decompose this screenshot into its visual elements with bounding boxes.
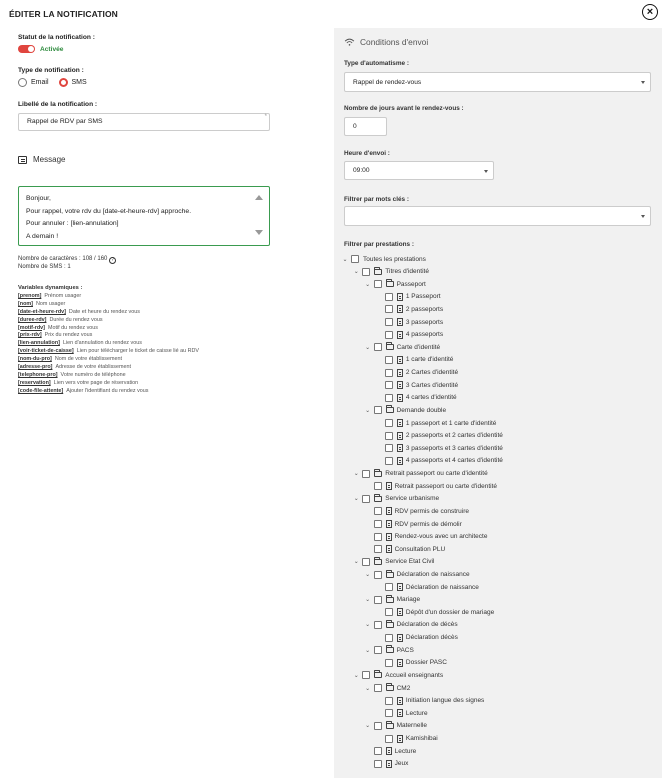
document-icon [397, 697, 403, 705]
tree-checkbox[interactable] [385, 735, 393, 743]
document-icon [386, 747, 392, 755]
tree-checkbox[interactable] [362, 268, 370, 276]
tree-label: CM2 [396, 684, 411, 692]
tree-item [375, 582, 479, 592]
document-icon [397, 709, 403, 717]
tree-checkbox[interactable] [385, 305, 393, 313]
type-label: Type de notification : [18, 67, 84, 74]
heure-select[interactable] [344, 161, 494, 180]
message-line: Pour annuler : [lien-annulation] [26, 220, 119, 228]
tree-label: Déclaration décès [405, 634, 458, 642]
variable-code[interactable]: [nom] [18, 300, 33, 307]
message-heading [18, 155, 270, 164]
document-icon [397, 293, 403, 301]
tree-label: Kamishibai [405, 735, 438, 743]
tree-checkbox[interactable] [351, 255, 359, 263]
document-icon [397, 608, 403, 616]
automatisme-value: Rappel de rendez-vous [353, 78, 422, 86]
message-line: A demain ! [26, 232, 59, 240]
message-line: Bonjour, [26, 195, 51, 202]
chevron-down-icon[interactable]: ⌄ [365, 407, 371, 414]
variable-code[interactable]: [lien-annulation] [18, 340, 60, 347]
tree-item [375, 317, 443, 327]
variables-list [18, 285, 199, 396]
variable-item [18, 388, 199, 396]
variable-item [18, 317, 199, 325]
chevron-down-icon[interactable]: ⌄ [353, 672, 359, 679]
folder-icon [374, 471, 382, 477]
tree-checkbox[interactable] [385, 659, 393, 667]
tree-checkbox[interactable] [374, 343, 382, 351]
tree-item [375, 658, 447, 668]
tree-group [364, 279, 426, 289]
tree-item [364, 519, 462, 529]
variable-desc: Lien pour télécharger le ticket de caisse lié au RDV [76, 348, 199, 355]
status-value: Activée [40, 45, 64, 53]
heure-label: Heure d'envoi : [344, 150, 390, 157]
libelle-input[interactable] [18, 113, 270, 131]
tree-label: Accueil enseignants [385, 671, 444, 679]
tree-checkbox[interactable] [385, 634, 393, 642]
chevron-down-icon[interactable]: ⌄ [365, 647, 371, 654]
tree-label: Retrait passeport ou carte d'identité [385, 470, 488, 478]
tree-checkbox[interactable] [385, 709, 393, 717]
document-icon [397, 583, 403, 591]
tree-checkbox[interactable] [374, 533, 382, 541]
tree-checkbox[interactable] [385, 394, 393, 402]
message-heading-label: Message [33, 155, 66, 164]
tree-checkbox[interactable] [362, 470, 370, 478]
status-label: Statut de la notification : [18, 34, 95, 41]
tree-label: Mariage [396, 596, 421, 604]
document-icon [386, 507, 392, 515]
tree-item [375, 443, 503, 453]
chevron-down-icon [484, 170, 488, 173]
tree-group [364, 342, 441, 352]
prestations-label: Filtrer par prestations : [344, 241, 414, 248]
tree-item [364, 544, 446, 554]
variable-code[interactable]: [duree-rdv] [18, 316, 47, 323]
tree-label: Jeux [394, 760, 409, 768]
tree-group [364, 595, 420, 605]
tree-checkbox[interactable] [374, 280, 382, 288]
variable-code[interactable]: [voir-ticket-de-caisse] [18, 348, 74, 355]
chevron-down-icon[interactable]: ⌄ [365, 572, 371, 578]
tree-item [364, 532, 488, 542]
folder-icon [374, 672, 382, 678]
radio-email[interactable] [18, 78, 27, 87]
tree-checkbox[interactable] [385, 697, 393, 705]
tree-checkbox[interactable] [385, 419, 393, 427]
document-icon [397, 318, 403, 326]
tree-label: Consultation PLU [394, 545, 446, 553]
tree-checkbox[interactable] [385, 331, 393, 339]
radio-sms-label: SMS [71, 79, 87, 86]
tree-item [375, 292, 441, 302]
chevron-down-icon[interactable]: ⌄ [353, 559, 359, 566]
tree-label: 4 passeports et 4 cartes d'identité [405, 457, 503, 465]
tree-checkbox[interactable] [385, 293, 393, 301]
heure-value: 09:00 [353, 167, 370, 174]
dialog-title: ÉDITER LA NOTIFICATION [9, 9, 118, 19]
tree-checkbox[interactable] [374, 646, 382, 654]
folder-icon [386, 572, 394, 578]
tree-item [364, 506, 469, 516]
chevron-down-icon[interactable]: ⌄ [365, 723, 371, 730]
document-icon [397, 735, 403, 743]
variable-desc: Votre numéro de téléphone [60, 371, 126, 378]
message-textarea[interactable] [18, 186, 270, 246]
document-icon [386, 482, 392, 490]
tree-checkbox[interactable] [385, 381, 393, 389]
tree-group [352, 670, 443, 680]
tree-checkbox[interactable] [385, 356, 393, 364]
variables-title: Variables dynamiques : [18, 285, 83, 291]
tree-label: Rendez-vous avec un architecte [394, 533, 488, 541]
variable-code[interactable]: [prenom] [18, 292, 42, 299]
tree-label: 2 passeports [405, 305, 444, 313]
variable-code[interactable]: [motif-rdv] [18, 324, 45, 331]
tree-label: RDV permis de construire [394, 507, 470, 515]
variable-code[interactable]: [prix-rdv] [18, 332, 42, 339]
required-mark: * [264, 114, 267, 120]
variable-item [18, 301, 199, 309]
tree-item [375, 418, 497, 428]
variable-item [18, 332, 199, 340]
char-count: Nombre de caractères : 108 / 160 [18, 256, 108, 262]
tree-item [375, 393, 457, 403]
libelle-label: Libellé de la notification : [18, 101, 98, 108]
tree-group [352, 494, 439, 504]
chevron-down-icon[interactable]: ⌄ [353, 496, 359, 503]
radio-sms[interactable] [59, 78, 68, 87]
folder-icon [374, 269, 382, 275]
tree-group [364, 645, 414, 655]
document-icon [397, 331, 403, 339]
tree-item [375, 380, 458, 390]
variable-desc: Ajouter l'identifiant du rendez vous [66, 387, 149, 394]
tree-label: 3 passeports et 3 cartes d'identité [405, 444, 503, 452]
tree-label: Service Etat Civil [385, 558, 435, 566]
document-icon [397, 356, 403, 364]
chevron-down-icon[interactable]: ⌄ [342, 256, 348, 263]
variable-item [18, 356, 199, 364]
message-stats [18, 256, 116, 272]
tree-item [375, 607, 494, 617]
tree-label: Maternelle [396, 722, 427, 730]
folder-icon [386, 281, 394, 287]
tree-checkbox[interactable] [362, 671, 370, 679]
tree-label: Dépôt d'un dossier de mariage [405, 608, 495, 616]
close-icon[interactable]: × [642, 4, 658, 20]
variable-desc: Prénom usager [44, 292, 82, 299]
tree-item [364, 481, 497, 491]
tree-group [341, 254, 426, 264]
tree-group [352, 469, 487, 479]
tree-checkbox[interactable] [374, 684, 382, 692]
tree-item [375, 696, 484, 706]
tree-label: Carte d'identité [396, 343, 441, 351]
tree-group [364, 405, 447, 415]
variable-item [18, 348, 199, 356]
tree-item [375, 633, 458, 643]
scroll-up-icon[interactable] [255, 195, 263, 200]
folder-icon [386, 344, 394, 350]
variable-desc: Adresse de votre établissement [55, 364, 131, 371]
tree-item [364, 746, 417, 756]
tree-label: Lecture [405, 709, 428, 717]
tree-checkbox[interactable] [385, 608, 393, 616]
variable-item [18, 372, 199, 380]
tree-group [352, 557, 434, 567]
document-icon [397, 457, 403, 465]
tree-label: Initiation langue des signes [405, 697, 485, 705]
tree-item [375, 355, 454, 365]
tree-item [375, 431, 503, 441]
automatisme-label: Type d'automatisme : [344, 60, 409, 67]
tree-label: Titres d'identité [385, 268, 429, 276]
document-icon [397, 305, 403, 313]
document-icon [397, 432, 403, 440]
tree-checkbox[interactable] [374, 507, 382, 515]
variable-item [18, 364, 199, 372]
variable-desc: Nom usager [35, 300, 66, 307]
document-icon [386, 520, 392, 528]
tree-label: 3 passeports [405, 318, 444, 326]
conditions-panel [334, 28, 662, 778]
tree-checkbox[interactable] [385, 432, 393, 440]
tree-item [375, 708, 428, 718]
help-icon[interactable]: ? [109, 257, 116, 264]
tree-label: RDV permis de démolir [394, 520, 462, 528]
variable-item [18, 293, 199, 301]
tree-group [364, 620, 458, 630]
tree-checkbox[interactable] [385, 318, 393, 326]
variable-desc: Lien vers votre page de réservation [53, 379, 139, 386]
tree-checkbox[interactable] [374, 760, 382, 768]
folder-icon [386, 647, 394, 653]
tree-group [364, 683, 411, 693]
tree-checkbox[interactable] [385, 369, 393, 377]
tree-label: 2 passeports et 2 cartes d'identité [405, 432, 503, 440]
conditions-heading [344, 37, 428, 47]
folder-icon [386, 597, 394, 603]
variable-code[interactable]: [date-et-heure-rdv] [18, 308, 66, 315]
tree-item [364, 759, 409, 769]
conditions-heading-label: Conditions d'envoi [360, 37, 429, 47]
folder-icon [374, 496, 382, 502]
variable-desc: Nom de votre établissement [54, 356, 122, 363]
folder-icon [386, 685, 394, 691]
tree-checkbox[interactable] [374, 596, 382, 604]
message-line: Pour rappel, votre rdv du [date-et-heure-rdv] approche. [26, 207, 192, 215]
document-icon [397, 419, 403, 427]
document-icon [386, 760, 392, 768]
document-icon [397, 444, 403, 452]
tree-checkbox[interactable] [374, 722, 382, 730]
tree-label: 1 Passeport [405, 293, 441, 301]
tree-checkbox[interactable] [374, 621, 382, 629]
folder-icon [386, 622, 394, 628]
wifi-icon [344, 38, 355, 46]
tree-label: 4 cartes d'identité [405, 394, 457, 402]
tree-checkbox[interactable] [362, 558, 370, 566]
variable-item [18, 380, 199, 388]
tree-checkbox[interactable] [385, 444, 393, 452]
document-icon [386, 533, 392, 541]
variable-code[interactable]: [code-file-attente] [18, 387, 64, 394]
variable-desc: Durée du rendez vous [49, 316, 103, 323]
tree-label: 1 passeport et 1 carte d'identité [405, 419, 497, 427]
chevron-down-icon [641, 81, 645, 84]
tree-label: Déclaration de décès [396, 621, 458, 629]
message-icon [18, 156, 27, 164]
tree-label: Passeport [396, 280, 426, 288]
mots-cles-label: Filtrer par mots clés : [344, 196, 409, 203]
tree-label: Dossier PASC [405, 659, 447, 667]
variable-code[interactable]: [telephone-pro] [18, 371, 58, 378]
document-icon [397, 659, 403, 667]
chevron-down-icon[interactable]: ⌄ [365, 597, 371, 604]
tree-label: PACS [396, 646, 414, 654]
jours-input[interactable] [344, 117, 387, 136]
tree-label: Retrait passeport ou carte d'identité [394, 482, 498, 490]
radio-email-label: Email [31, 79, 49, 86]
mots-cles-select[interactable] [344, 206, 651, 226]
folder-icon [386, 407, 394, 413]
variable-desc: Lien d'annulation du rendez vous [62, 340, 142, 347]
tree-checkbox[interactable] [385, 583, 393, 591]
jours-label: Nombre de jours avant le rendez-vous : [344, 105, 464, 112]
variable-desc: Motif du rendez vous [47, 324, 98, 331]
tree-label: 4 passeports [405, 331, 444, 339]
variable-item [18, 309, 199, 317]
left-panel [18, 34, 270, 164]
tree-checkbox[interactable] [374, 520, 382, 528]
folder-icon [386, 723, 394, 729]
sms-count: Nombre de SMS : 1 [18, 264, 71, 270]
tree-checkbox[interactable] [374, 406, 382, 414]
variable-code[interactable]: [nom-du-pro] [18, 356, 52, 363]
tree-checkbox[interactable] [374, 545, 382, 553]
document-icon [397, 381, 403, 389]
document-icon [397, 394, 403, 402]
status-toggle[interactable] [18, 45, 35, 53]
document-icon [397, 634, 403, 642]
chevron-down-icon[interactable]: ⌄ [353, 269, 359, 276]
tree-group [352, 267, 429, 277]
tree-item [375, 368, 458, 378]
tree-label: Déclaration de naissance [396, 571, 470, 578]
automatisme-select[interactable] [344, 72, 651, 92]
chevron-down-icon [641, 215, 645, 218]
variable-desc: Prix du rendez vous [44, 332, 93, 339]
libelle-value: Rappel de RDV par SMS [27, 118, 103, 125]
tree-label: Lecture [394, 747, 417, 755]
tree-checkbox[interactable] [374, 482, 382, 490]
chevron-down-icon[interactable]: ⌄ [353, 471, 359, 478]
tree-checkbox[interactable] [374, 571, 382, 579]
folder-icon [374, 559, 382, 565]
variable-item [18, 325, 199, 333]
tree-label: Service urbanisme [385, 495, 440, 503]
tree-item [375, 330, 443, 340]
chevron-down-icon[interactable]: ⌄ [365, 281, 371, 288]
tree-group [364, 721, 427, 731]
tree-item [375, 456, 503, 466]
chevron-down-icon[interactable]: ⌄ [365, 344, 371, 351]
tree-label: 2 Cartes d'identité [405, 369, 459, 377]
chevron-down-icon[interactable]: ⌄ [365, 622, 371, 629]
tree-checkbox[interactable] [385, 457, 393, 465]
tree-checkbox[interactable] [362, 495, 370, 503]
scroll-down-icon[interactable] [255, 230, 263, 235]
document-icon [397, 369, 403, 377]
variable-code[interactable]: [adresse-pro] [18, 364, 53, 371]
document-icon [386, 545, 392, 553]
jours-value: 0 [353, 123, 357, 130]
tree-checkbox[interactable] [374, 747, 382, 755]
tree-group [364, 570, 470, 580]
tree-label: Demande double [396, 406, 447, 414]
variable-desc: Date et heure du rendez vous [68, 308, 140, 315]
tree-label: Toutes les prestations [363, 255, 426, 263]
variable-item [18, 340, 199, 348]
variable-code[interactable]: [reservation] [18, 379, 51, 386]
tree-item [375, 734, 438, 744]
tree-label: Déclaration de naissance [405, 583, 479, 591]
chevron-down-icon[interactable]: ⌄ [365, 685, 371, 692]
tree-label: 3 Cartes d'identité [405, 381, 459, 389]
tree-label: 1 carte d'identité [405, 356, 454, 364]
tree-item [375, 304, 443, 314]
